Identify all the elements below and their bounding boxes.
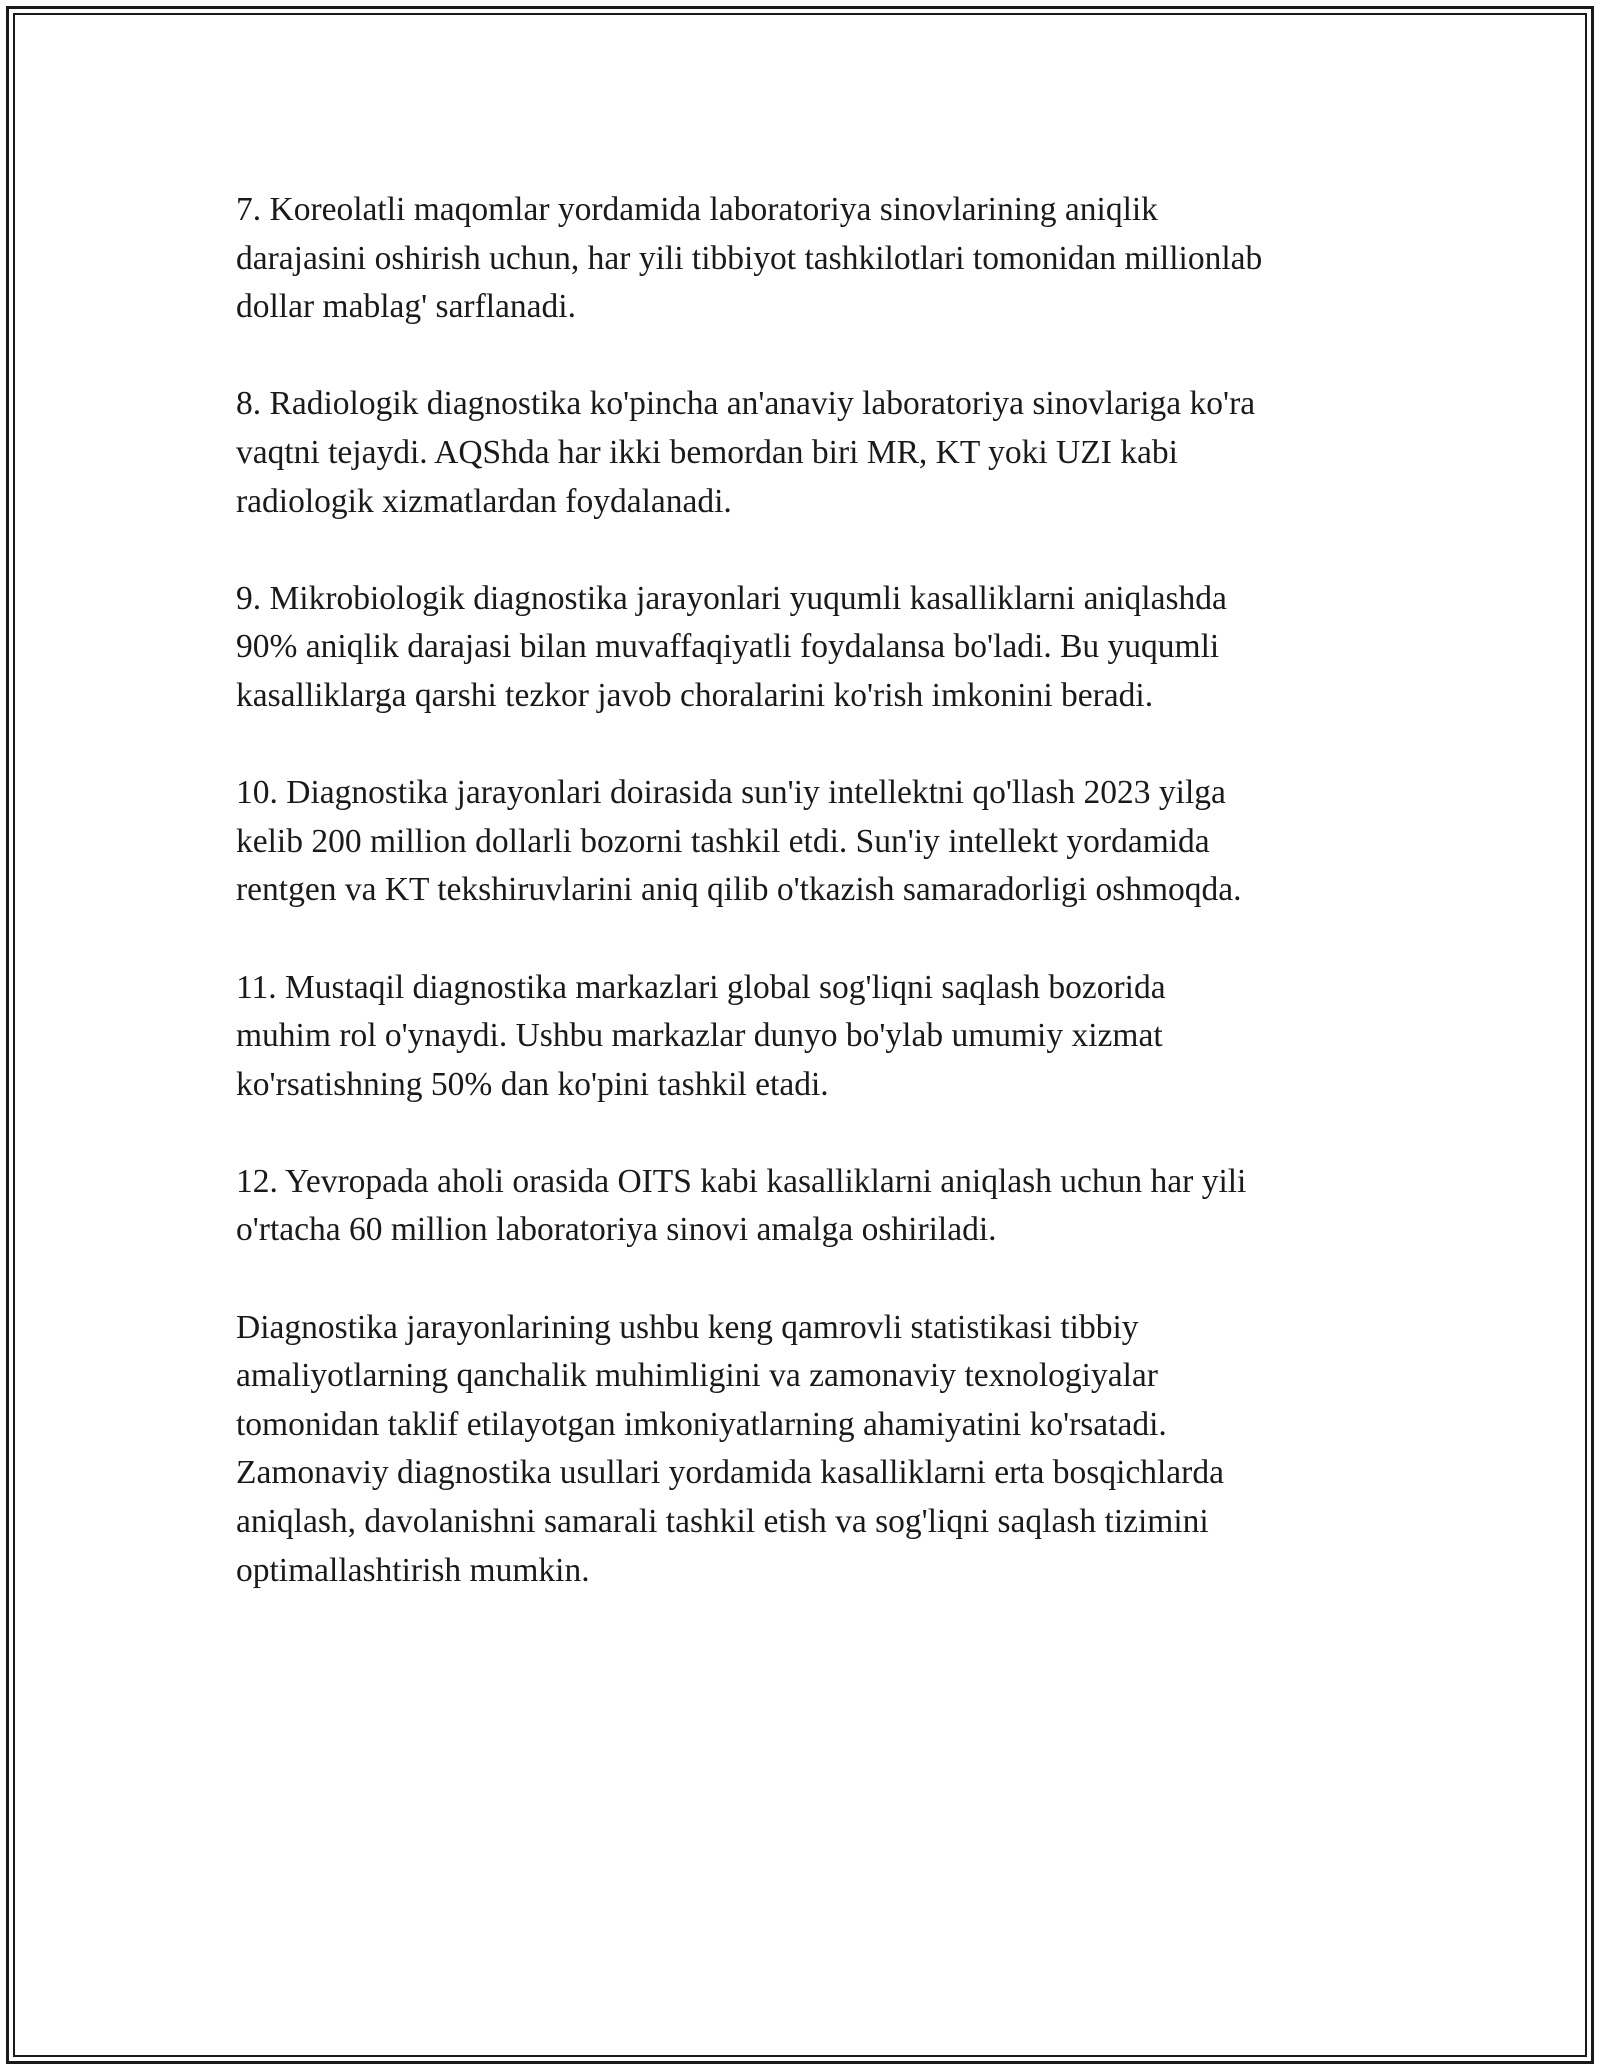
text-line: Zamonaviy diagnostika usullari yordamida kasalliklarni erta bosqichlarda [236, 1454, 1224, 1492]
text-line: 8. Radiologik diagnostika ko'pincha an'anaviy laboratoriya sinovlariga ko'ra [236, 385, 1256, 423]
text-line: muhim rol o'ynaydi. Ushbu markazlar dunyo bo'ylab umumiy xizmat [236, 1017, 1163, 1055]
text-line: 12. Yevropada aholi orasida OITS kabi kasalliklarni aniqlash uchun har yili [236, 1162, 1247, 1200]
text-line: ko'rsatishning 50% dan ko'pini tashkil etadi. [236, 1065, 829, 1103]
text-line: tomonidan taklif etilayotgan imkoniyatlarning ahamiyatini ko'rsatadi. [236, 1405, 1167, 1443]
conclusion-paragraph [236, 1304, 1376, 1596]
text-line: vaqtni tejaydi. AQShda har ikki bemordan biri MR, KT yoki UZI kabi [236, 433, 1178, 471]
text-line: 90% aniqlik darajasi bilan muvaffaqiyatli foydalansa bo'ladi. Bu yuqumli [236, 628, 1220, 666]
text-line: amaliyotlarning qanchalik muhimligini va zamonaviy texnologiyalar [236, 1357, 1158, 1395]
text-line: kelib 200 million dollarli bozorni tashkil etdi. Sun'iy intellekt yordamida [236, 822, 1210, 860]
paragraph-item-10 [236, 769, 1376, 915]
text-line: Diagnostika jarayonlarining ushbu keng qamrovli statistikasi tibbiy [236, 1308, 1139, 1346]
paragraph-item-8 [236, 380, 1376, 526]
text-line: darajasini oshirish uchun, har yili tibbiyot tashkilotlari tomonidan millionlab [236, 239, 1263, 277]
text-line: o'rtacha 60 million laboratoriya sinovi amalga oshiriladi. [236, 1211, 997, 1249]
text-line: 7. Koreolatli maqomlar yordamida laboratoriya sinovlarining aniqlik [236, 191, 1158, 228]
text-line: 9. Mikrobiologik diagnostika jarayonlari yuqumli kasalliklarni aniqlashda [236, 579, 1227, 617]
paragraph-item-12 [236, 1158, 1376, 1255]
paragraph-item-11 [236, 964, 1376, 1110]
text-line: optimallashtirish mumkin. [236, 1551, 590, 1589]
paragraph-item-9 [236, 575, 1376, 721]
text-line: radiologik xizmatlardan foydalanadi. [236, 482, 732, 520]
text-line: dollar mablag' sarflanadi. [236, 288, 576, 326]
text-line: 10. Diagnostika jarayonlari doirasida sun'iy intellektni qo'llash 2023 yilga [236, 774, 1226, 812]
paragraph-item-7 [236, 186, 1376, 332]
text-line: 11. Mustaqil diagnostika markazlari global sog'liqni saqlash bozorida [236, 968, 1166, 1006]
document-body [236, 186, 1376, 1644]
text-line: kasalliklarga qarshi tezkor javob choralarini ko'rish imkonini beradi. [236, 676, 1154, 714]
text-line: rentgen va KT tekshiruvlarini aniq qilib o'tkazish samaradorligi oshmoqda. [236, 871, 1242, 909]
text-line: aniqlash, davolanishni samarali tashkil etish va sog'liqni saqlash tizimini [236, 1503, 1209, 1541]
